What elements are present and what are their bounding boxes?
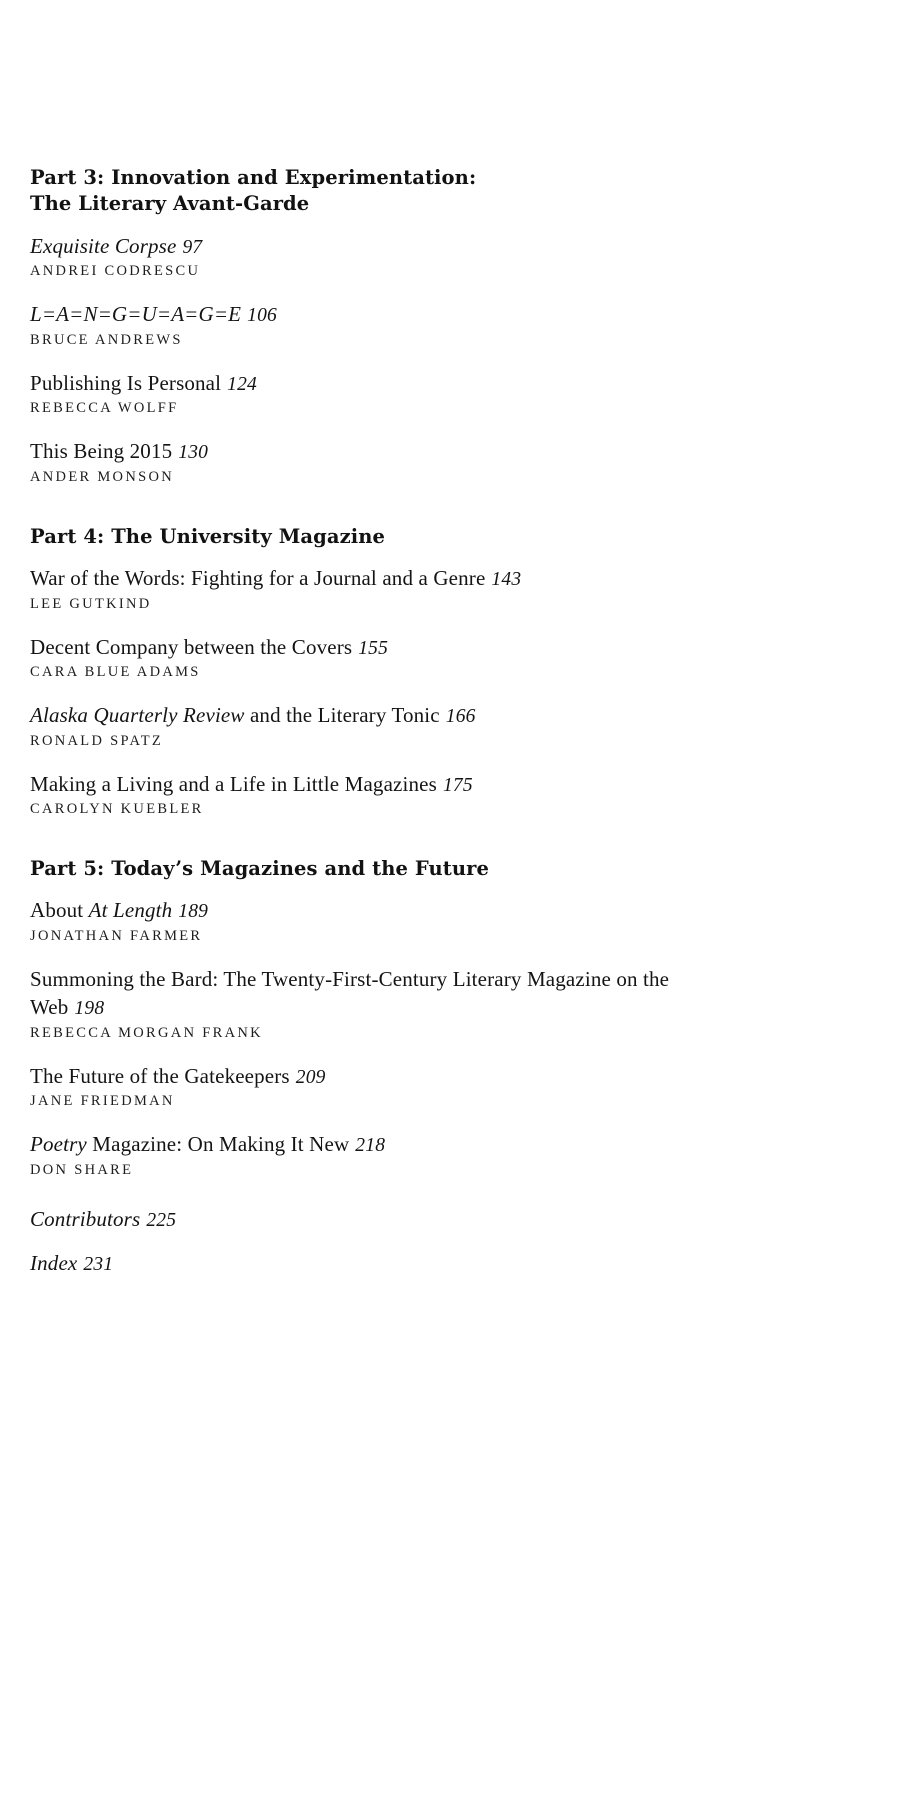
toc-entry-title-italic-part: Poetry	[30, 1132, 87, 1157]
toc-entry-page: 198	[74, 998, 105, 1020]
toc-entry[interactable]	[30, 300, 730, 349]
toc-entry-author: CAROLYN KUEBLER	[30, 801, 204, 818]
toc-entry-page: 130	[178, 442, 209, 464]
spacer	[30, 758, 730, 770]
toc-entry-page: 189	[178, 901, 209, 923]
toc-entry-author: ANDREI CODRESCU	[30, 263, 201, 280]
toc-entry[interactable]	[30, 1249, 730, 1279]
toc-entry-title	[30, 1130, 730, 1160]
toc-entry-title-text: Decent Company between the Covers	[30, 634, 353, 659]
spacer	[30, 1118, 730, 1130]
toc-entry-page: 155	[358, 637, 389, 659]
toc-entry-title	[30, 701, 730, 731]
part-heading-4	[30, 524, 730, 550]
toc-entry-page: 209	[295, 1066, 326, 1088]
toc-entry-title-text: Exquisite Corpse	[30, 233, 177, 258]
toc-entry[interactable]	[30, 232, 730, 281]
toc-entry-title-italic-part: At Length	[88, 898, 173, 923]
toc-entry-title	[30, 369, 730, 399]
part-heading-4-line-1: Part 4: The University Magazine	[30, 524, 386, 548]
spacer	[30, 621, 730, 633]
toc-entry-page: 106	[247, 305, 277, 327]
toc-entry-title	[30, 896, 730, 926]
toc-part-5	[30, 856, 730, 1179]
toc-backmatter	[30, 1205, 730, 1278]
toc-entry-title	[30, 633, 730, 663]
toc-entry-title-text: The Future of the Gatekeepers	[30, 1063, 290, 1088]
toc-entry-author: REBECCA WOLFF	[30, 400, 179, 417]
toc-entry-page: 225	[146, 1209, 177, 1231]
toc-entry-page: 231	[83, 1253, 114, 1275]
toc-entry-title-text: Index	[30, 1250, 78, 1275]
toc-entry-title-text: Publishing Is Personal	[30, 370, 222, 395]
toc-entry-author: RONALD SPATZ	[30, 732, 164, 749]
toc-entry-title-text: War of the Words: Fighting for a Journal and a Genre	[30, 566, 486, 590]
toc-entry[interactable]	[30, 633, 730, 682]
part-heading-5-line-1: Part 5: Today’s Magazines and the Future	[30, 857, 490, 881]
toc-entry-title-text: Magazine: On Making It New	[86, 1132, 350, 1157]
toc-entry[interactable]	[30, 770, 730, 819]
toc-entry-page: 175	[442, 774, 473, 796]
toc-entry-title	[30, 770, 730, 800]
toc-entry-author: JONATHAN FARMER	[30, 927, 203, 944]
spacer	[30, 953, 730, 965]
part-heading-3-line-1: Part 3: Innovation and Experimentation:	[30, 166, 477, 189]
toc-entry-page: 218	[355, 1135, 386, 1157]
toc-entry[interactable]	[30, 1062, 730, 1111]
toc-entry-author: DON SHARE	[30, 1161, 134, 1178]
toc-entry[interactable]	[30, 896, 730, 945]
toc-entry-author: CARA BLUE ADAMS	[30, 664, 201, 681]
toc-entry-title-text: L=A=N=G=U=A=G=E	[30, 302, 242, 327]
toc-entry[interactable]	[30, 369, 730, 418]
toc-part-3	[30, 165, 730, 486]
toc-entry-title-text: This Being 2015	[30, 439, 173, 464]
toc-entry[interactable]	[30, 564, 730, 613]
toc-entry[interactable]	[30, 437, 730, 486]
spacer	[30, 494, 730, 524]
toc-entry-title	[30, 1205, 730, 1235]
toc-entry-title-text: Contributors	[30, 1206, 141, 1231]
toc-entry-author: LEE GUTKIND	[30, 595, 152, 612]
toc-entry[interactable]	[30, 965, 730, 1042]
toc-entry-title	[30, 437, 730, 467]
toc-entry[interactable]	[30, 701, 730, 750]
toc-entry-title-italic-part: Alaska Quarterly Review	[30, 703, 245, 728]
spacer	[30, 826, 730, 856]
toc-entry-page: 166	[445, 706, 476, 728]
toc-entry-title	[30, 232, 730, 262]
part-heading-3-line-2: The Literary Avant-Garde	[30, 192, 310, 216]
part-heading-5	[30, 856, 730, 882]
toc-entry[interactable]	[30, 1130, 730, 1179]
toc-entry-title	[30, 300, 730, 330]
spacer	[30, 1050, 730, 1062]
spacer	[30, 357, 730, 369]
toc-entry-title-text: Making a Living and a Life in Little Magazines	[30, 771, 437, 796]
toc-entry-title-text: Summoning the Bard: The Twenty-First-Century Literary Magazine on the Web	[30, 966, 670, 1020]
toc-part-4	[30, 524, 730, 818]
toc-entry-page: 124	[227, 373, 258, 395]
spacer	[30, 689, 730, 701]
spacer	[30, 288, 730, 300]
spacer	[30, 425, 730, 437]
toc-entry-page: 97	[182, 236, 203, 258]
toc-entry[interactable]	[30, 1205, 730, 1235]
toc-entry-title	[30, 1062, 730, 1092]
toc-entry-title	[30, 564, 730, 594]
part-heading-3	[30, 165, 730, 218]
toc-entry-author: ANDER MONSON	[30, 468, 175, 485]
toc-entry-title	[30, 965, 730, 1023]
toc-entry-author: BRUCE ANDREWS	[30, 331, 183, 348]
toc-entry-title-text: and the Literary Tonic	[244, 703, 440, 728]
toc-entry-page: 143	[491, 569, 522, 590]
table-of-contents	[30, 165, 730, 1278]
toc-entry-title	[30, 1249, 730, 1279]
toc-entry-author: REBECCA MORGAN FRANK	[30, 1024, 263, 1041]
toc-entry-title-text: About	[30, 898, 89, 923]
toc-entry-author: JANE FRIEDMAN	[30, 1093, 175, 1110]
